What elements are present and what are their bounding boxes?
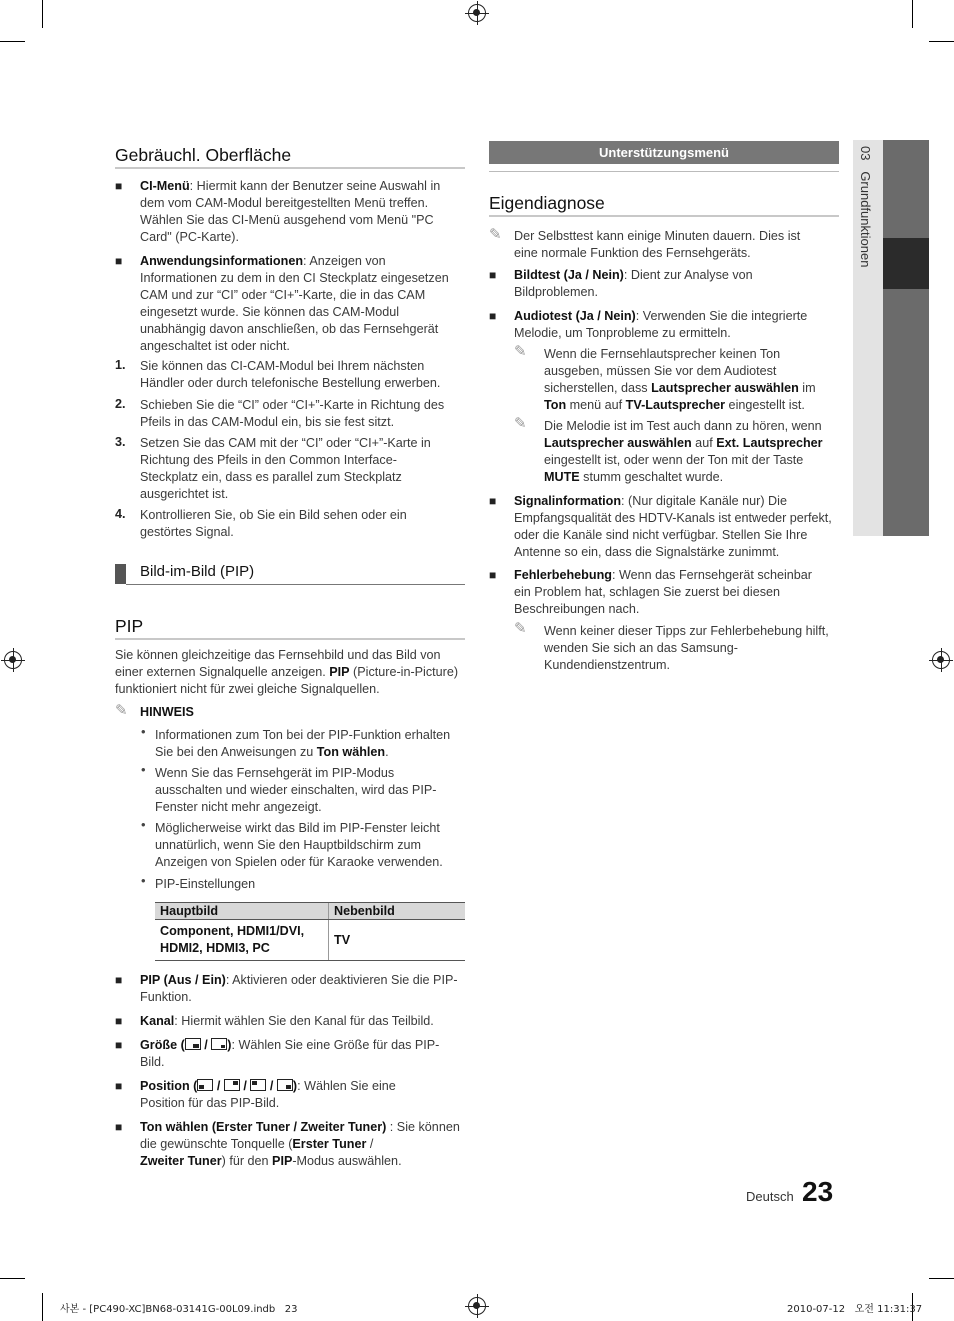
crop-mark: [0, 1278, 25, 1279]
registration-mark-icon: [4, 651, 22, 669]
note-audio-1: Wenn die Fernsehlautsprecher keinen Ton ausgeben, müssen Sie vor dem Audiotest sicherstellen, dass Lautsprecher auswählen im Ton menü auf TV-Lautsprecher eingestellt ist.: [544, 347, 816, 412]
pip-position-top-right-icon: [224, 1079, 240, 1091]
section-rule: [115, 638, 465, 640]
bullet-square: ■: [115, 179, 123, 193]
pencil-note-icon: ✎: [514, 620, 527, 637]
pencil-note-icon: ✎: [489, 226, 502, 243]
step-number: 3.: [115, 435, 126, 449]
item-kanal: Kanal: Hiermit wählen Sie den Kanal für das Teilbild.: [140, 1014, 434, 1028]
step-number: 2.: [115, 397, 126, 411]
bullet-square: ■: [489, 494, 497, 508]
registration-mark-icon: [468, 4, 486, 22]
section-rule: [489, 215, 839, 217]
pip-position-top-left-icon: [250, 1079, 266, 1091]
note-item: Wenn Sie das Fernsehgerät im PIP-Modus ausschalten und wieder einschalten, wird das PIP-Fenster nicht mehr angezeigt.: [155, 766, 437, 814]
item-position: Position ( / / / ): Wählen Sie eine Position für das PIP-Bild.: [140, 1079, 396, 1110]
footer-language: Deutsch: [746, 1189, 794, 1204]
table-cell: TV: [329, 920, 466, 961]
pip-settings-table: [155, 902, 465, 961]
table-cell: Component, HDMI1/DVI, HDMI2, HDMI3, PC: [155, 920, 329, 961]
bullet-dot: •: [141, 724, 146, 739]
pencil-note-icon: ✎: [115, 702, 128, 719]
bullet-square: ■: [115, 254, 123, 268]
section-rule: [115, 167, 465, 169]
subsection-title: Bild-im-Bild (PIP): [140, 563, 255, 580]
note-audio-2: Die Melodie ist im Test auch dann zu hören, wenn Lautsprecher auswählen auf Ext. Lautsprecher eingestellt ist, oder wenn der Ton mit der Taste MUTE stumm geschaltet wurde.: [544, 419, 823, 484]
note-item: Möglicherweise wirkt das Bild im PIP-Fenster leicht unnatürlich, wenn Sie den Hauptbildschirm zum Anzeigen von Spielen oder für Karaoke verwenden.: [155, 821, 443, 869]
subsection-rule: [126, 584, 465, 585]
step-text: Kontrollieren Sie, ob Sie ein Bild sehen oder ein gestörtes Signal.: [140, 508, 407, 539]
crop-mark: [912, 0, 913, 28]
registration-mark-icon: [468, 1297, 486, 1315]
page-number: 23: [802, 1176, 834, 1207]
side-tab-marker: [883, 238, 929, 289]
pip-position-bottom-right-icon: [277, 1079, 293, 1091]
bullet-dot: •: [141, 762, 146, 777]
print-file-info: 사본 - [PC490-XC]BN68-03141G-00L09.indb 23: [60, 1304, 298, 1315]
item-signalinformation: Signalinformation: (Nur digitale Kanäle nur) Die Empfangsqualität des HDTV-Kanals ist entweder perfekt, oder die Kanäle sind nicht verfügbar. Stellen Sie Ihre Antenne so ein, dass die Signalstärke zunimmt.: [514, 494, 832, 559]
pip-size-large-icon: [185, 1038, 201, 1050]
pip-size-small-icon: [211, 1038, 227, 1050]
section-title: Gebräuchl. Oberfläche: [115, 145, 292, 165]
table-header: Nebenbild: [329, 903, 466, 920]
bullet-square: ■: [115, 1079, 123, 1093]
step-number: 4.: [115, 507, 126, 521]
item-ton-waehlen: Ton wählen (Erster Tuner / Zweiter Tuner) : Sie können die gewünschte Tonquelle (Erster Tuner / Zweiter Tuner) für den PIP-Modus auswählen.: [140, 1120, 460, 1168]
step-text: Schieben Sie die “CI” oder “CI+”-Karte in Richtung des Pfeils in das CAM-Modul ein, bis sie fest sitzt.: [140, 398, 445, 429]
bullet-dot: •: [141, 817, 146, 832]
pip-position-bottom-left-icon: [197, 1079, 213, 1091]
chapter-label: Grundfunktionen: [858, 171, 873, 268]
section-title: Eigendiagnose: [489, 193, 605, 213]
menu-banner-rule: [489, 171, 839, 172]
registration-mark-icon: [932, 651, 950, 669]
bullet-square: ■: [489, 309, 497, 323]
pencil-note-icon: ✎: [514, 343, 527, 360]
bullet-square: ■: [489, 268, 497, 282]
bullet-square: ■: [489, 568, 497, 582]
item-groesse: Größe ( / ): Wählen Sie eine Größe für das PIP-Bild.: [140, 1038, 440, 1069]
side-tab-dark: [883, 140, 929, 536]
step-text: Sie können das CI-CAM-Modul bei Ihrem nächsten Händler oder durch telefonische Bestellung erwerben.: [140, 359, 441, 390]
item-audiotest: Audiotest (Ja / Nein): Verwenden Sie die integrierte Melodie, um Tonprobleme zu ermitteln.: [514, 309, 808, 340]
item-fehlerbehebung: Fehlerbehebung: Wenn das Fernsehgerät scheinbar ein Problem hat, schlagen Sie zuerst bei diesen Beschreibungen nach.: [514, 568, 812, 616]
step-text: Setzen Sie das CAM mit der “CI” oder “CI+”-Karte in Richtung des Pfeils in den Common Interface-Steckplatz ein, dass es parallel zum Steckplatz ausgerichtet ist.: [140, 436, 431, 501]
side-tab-text: [858, 146, 873, 267]
item-pip-aus-ein: PIP (Aus / Ein): Aktivieren oder deaktivieren Sie die PIP-Funktion.: [140, 973, 458, 1004]
step-number: 1.: [115, 358, 126, 372]
crop-mark: [929, 1278, 954, 1279]
note-selftest: Der Selbsttest kann einige Minuten dauern. Dies ist eine normale Funktion des Fernsehgeräts.: [514, 229, 801, 260]
bullet-square: ■: [115, 973, 123, 987]
bullet-square: ■: [115, 1038, 123, 1052]
crop-mark: [929, 41, 954, 42]
pip-intro: Sie können gleichzeitige das Fernsehbild und das Bild von einer externen Signalquelle anzeigen. PIP (Picture-in-Picture) funktioniert nicht für zwei gleiche Signalquellen.: [115, 648, 459, 696]
item-ci-menu: CI-Menü: Hiermit kann der Benutzer seine Auswahl in dem vom CAM-Modul bereitgestellten Menü treffen. Wählen Sie das CI-Menü ausgehend vom Menü "PC Card" (PC-Karte).: [140, 179, 441, 244]
print-datetime: 2010-07-12 오전 11:31:37: [787, 1304, 923, 1315]
crop-mark: [42, 1293, 43, 1321]
chapter-number: 03: [858, 146, 873, 161]
note-item: Informationen zum Ton bei der PIP-Funktion erhalten Sie bei den Anweisungen zu Ton wählen.: [155, 728, 451, 759]
pip-title: PIP: [115, 616, 144, 636]
crop-mark: [42, 0, 43, 28]
table-header: Hauptbild: [155, 903, 329, 920]
note-fehler: Wenn keiner dieser Tipps zur Fehlerbehebung hilft, wenden Sie sich an das Samsung-Kundendienstzentrum.: [544, 624, 829, 672]
bullet-square: ■: [115, 1120, 123, 1134]
menu-banner-label: Unterstützungsmenü: [599, 145, 729, 160]
bullet-square: ■: [115, 1014, 123, 1028]
item-anwendungsinformationen: Anwendungsinformationen: Anzeigen von Informationen zu dem in den CI Steckplatz eingesetzen CAM und zur “CI” oder “CI+”-Karte, die in das CAM eingesetzt wurde. Sie können das CAM-Modul unabhängig davon anschließen, ob das Fernsehgerät angeschaltet ist oder nicht.: [140, 254, 449, 353]
crop-mark: [0, 41, 25, 42]
subsection-marker: [115, 564, 126, 584]
pencil-note-icon: ✎: [514, 415, 527, 432]
bullet-dot: •: [141, 873, 146, 888]
item-bildtest: Bildtest (Ja / Nein): Dient zur Analyse von Bildproblemen.: [514, 268, 753, 299]
hinweis-label: HINWEIS: [140, 705, 194, 719]
note-item: PIP-Einstellungen: [155, 877, 256, 891]
